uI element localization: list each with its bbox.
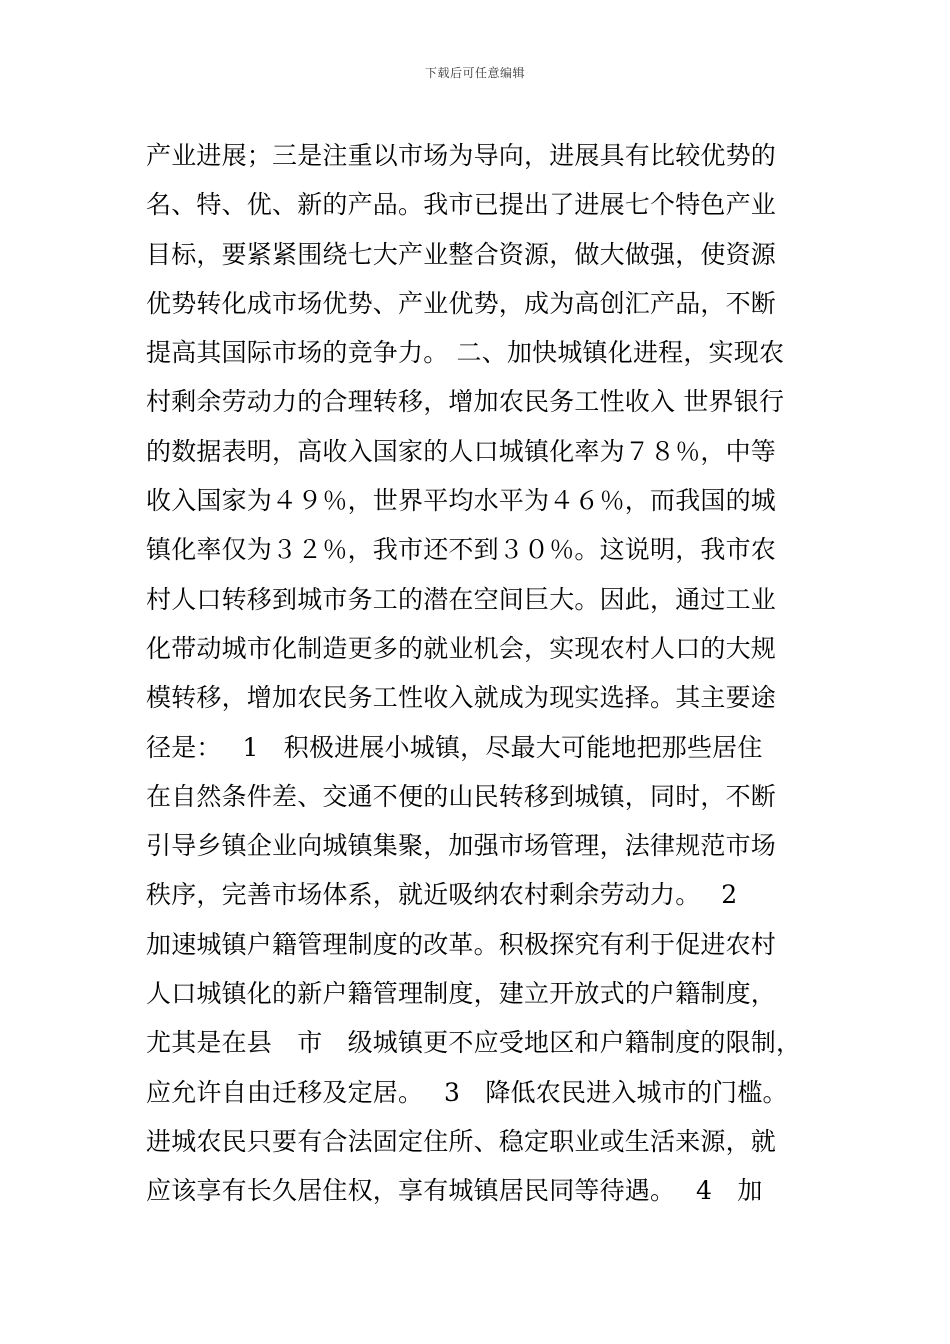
text-line: 村剩余劳动力的合理转移，增加农民务工性收入 世界银行 [146, 387, 785, 417]
text-line: 尤其是在县 市 级城镇更不应受地区和户籍制度的限制， [146, 1028, 802, 1058]
body-text [146, 131, 826, 1216]
text-line: 的数据表明，高收入国家的人口城镇化率为７８％，中等 [146, 436, 777, 466]
text-line: 加速城镇户籍管理制度的改革。积极探究有利于促进农村 [146, 929, 777, 959]
text-line: 应该享有长久居住权，享有城镇居民同等待遇。 4 加 [146, 1176, 763, 1206]
text-line: 村人口转移到城市务工的潜在空间巨大。因此，通过工业 [146, 584, 777, 614]
text-line: 目标，要紧紧围绕七大产业整合资源，做大做强，使资源 [146, 239, 777, 269]
text-line: 在自然条件差、交通不便的山民转移到城镇，同时，不断 [146, 781, 777, 811]
page-header: 下载后可任意编辑 [424, 66, 525, 80]
text-line: 优势转化成市场优势、产业优势，成为高创汇产品，不断 [146, 288, 777, 318]
text-line: 模转移，增加农民务工性收入就成为现实选择。其主要途 [146, 683, 777, 713]
text-line: 径是： 1 积极进展小城镇，尽最大可能地把那些居住 [146, 732, 763, 762]
text-line: 进城农民只要有合法固定住所、稳定职业或生活来源，就 [146, 1126, 777, 1156]
text-line: 应允许自由迁移及定居。 3 降低农民进入城市的门槛。 [146, 1077, 788, 1107]
text-line: 秩序，完善市场体系，就近吸纳农村剩余劳动力。 2 [146, 880, 738, 910]
text-line: 收入国家为４９％，世界平均水平为４６％，而我国的城 [146, 486, 777, 516]
text-line: 镇化率仅为３２％，我市还不到３０％。这说明，我市农 [146, 535, 777, 565]
text-line: 名、特、优、新的产品。我市已提出了进展七个特色产业 [146, 190, 777, 220]
text-line: 人口城镇化的新户籍管理制度，建立开放式的户籍制度， [146, 979, 777, 1009]
text-line: 提高其国际市场的竞争力。 二、加快城镇化进程，实现农 [146, 338, 785, 368]
text-line: 引导乡镇企业向城镇集聚，加强市场管理，法律规范市场 [146, 831, 777, 861]
text-line: 产业进展；三是注重以市场为导向，进展具有比较优势的 [146, 141, 777, 170]
text-line: 化带动城市化制造更多的就业机会，实现农村人口的大规 [146, 633, 777, 663]
